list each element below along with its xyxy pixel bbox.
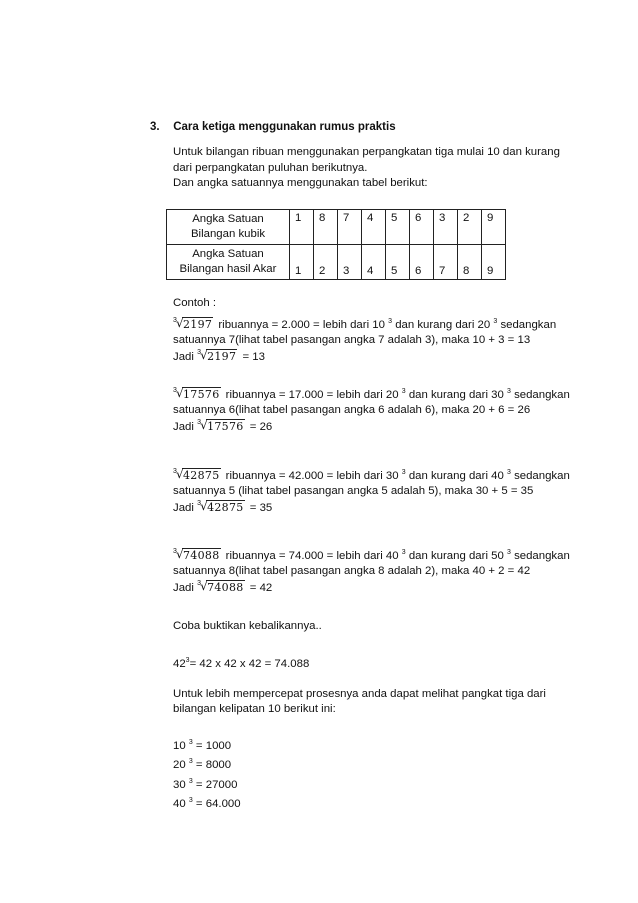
- powers-list: [173, 735, 545, 812]
- table-cell: 8: [314, 210, 338, 245]
- table-cell: 1: [290, 245, 314, 280]
- power-item: 20 $^3$ = 8000: [173, 758, 232, 772]
- table-row: [167, 245, 506, 280]
- closing-paragraph: [173, 687, 545, 718]
- example-line-2: satuannya 6(lihat tabel pasangan angka 6 adalah 6), maka 20 + 6 = 26: [173, 404, 531, 417]
- table-cell: 3: [338, 245, 362, 280]
- power-item: 10 $^3$ = 1000: [173, 739, 232, 752]
- example-line-2: satuannya 7(lihat tabel pasangan angka 7 adalah 3), maka 10 + 3 = 13: [173, 334, 531, 347]
- example-line-2: satuannya 5 (lihat tabel pasangan angka 5 adalah 5), maka 30 + 5 = 35: [173, 485, 534, 498]
- closing-line-1: Untuk lebih mempercepat prosesnya anda dapat melihat pangkat tiga dari: [173, 688, 546, 700]
- example-line-1: 3 √ 74088 ribuannya = 74.000 = lebih dari 40 $^3$ dan kurang dari 50 $^3$ sedangkan: [173, 547, 570, 562]
- example-result: Jadi 3 √ 17576 = 26: [173, 417, 273, 433]
- section-number: 3.: [150, 121, 160, 133]
- cube-root: 3 √ 2197: [173, 316, 213, 331]
- intro-line-3: Dan angka satuannya menggunakan tabel berikut:: [173, 177, 428, 189]
- intro-paragraph: [173, 145, 560, 192]
- cube-root: 3 √ 2197: [197, 347, 237, 363]
- cube-root: 3 √ 74088: [173, 547, 220, 562]
- unit-digit-table: [166, 209, 506, 280]
- power-item: 40 $^3$ = 64.000: [173, 796, 241, 810]
- table-cell: 1: [290, 210, 314, 245]
- example-4: [173, 545, 570, 596]
- example-line-1: 3 √ 2197 ribuannya = 2.000 = lebih dari 10 $^3$ dan kurang dari 20 $^3$ sedangkan: [173, 316, 557, 331]
- table-cell: 2: [458, 210, 482, 245]
- table-cell: 7: [434, 245, 458, 280]
- table-cell: 8: [458, 245, 482, 280]
- table-cell: 6: [410, 210, 434, 245]
- table-cell: 4: [362, 210, 386, 245]
- cube-root: 3 √ 74088: [197, 578, 244, 594]
- table-row: [167, 210, 506, 245]
- section-heading: [150, 121, 396, 133]
- table-cell: 9: [482, 210, 506, 245]
- intro-line-2: dari perpangkatan puluhan berikutnya.: [173, 161, 368, 174]
- example-line-1: 3 √ 17576 ribuannya = 17.000 = lebih dari 20 $^3$ dan kurang dari 30 $^3$ sedangkan: [173, 386, 570, 401]
- cube-root: 3 √ 42875: [173, 467, 220, 482]
- example-3: [173, 465, 570, 516]
- table-cell: 3: [434, 210, 458, 245]
- example-2: [173, 384, 570, 435]
- table-cell: 5: [386, 210, 410, 245]
- table-cell: 6: [410, 245, 434, 280]
- example-result: Jadi 3 √ 42875 = 35: [173, 498, 273, 514]
- cube-root: 3 √ 17576: [173, 386, 220, 401]
- example-1: [173, 314, 557, 365]
- coba-line: Coba buktikan kebalikannya..: [173, 620, 322, 632]
- row-label-cube: Angka Satuan Bilangan kubik: [167, 210, 290, 245]
- example-result: Jadi 3 √ 74088 = 42: [173, 578, 273, 594]
- power-item: 30 $^3$ = 27000: [173, 777, 238, 791]
- table-cell: 5: [386, 245, 410, 280]
- cube-root: 3 √ 17576: [197, 417, 244, 433]
- closing-line-2: bilangan kelipatan 10 berikut ini:: [173, 703, 336, 716]
- table-cell: 9: [482, 245, 506, 280]
- table-cell: 2: [314, 245, 338, 280]
- example-line-2: satuannya 8(lihat tabel pasangan angka 8 adalah 2), maka 40 + 2 = 42: [173, 565, 531, 578]
- section-title: Cara ketiga menggunakan rumus praktis: [173, 121, 396, 133]
- intro-line-1: Untuk bilangan ribuan menggunakan perpangkatan tiga mulai 10 dan kurang: [173, 146, 560, 158]
- example-result: Jadi 3 √ 2197 = 13: [173, 347, 265, 363]
- table-cell: 7: [338, 210, 362, 245]
- proof-line: $42^3= 42$ x 42 x 42 = 74.088: [173, 657, 310, 670]
- row-label-root: Angka Satuan Bilangan hasil Akar: [167, 245, 290, 280]
- example-line-1: 3 √ 42875 ribuannya = 42.000 = lebih dari 30 $^3$ dan kurang dari 40 $^3$ sedangkan: [173, 467, 570, 482]
- table-cell: 4: [362, 245, 386, 280]
- contoh-label: Contoh :: [173, 297, 217, 309]
- cube-root: 3 √ 42875: [197, 498, 244, 514]
